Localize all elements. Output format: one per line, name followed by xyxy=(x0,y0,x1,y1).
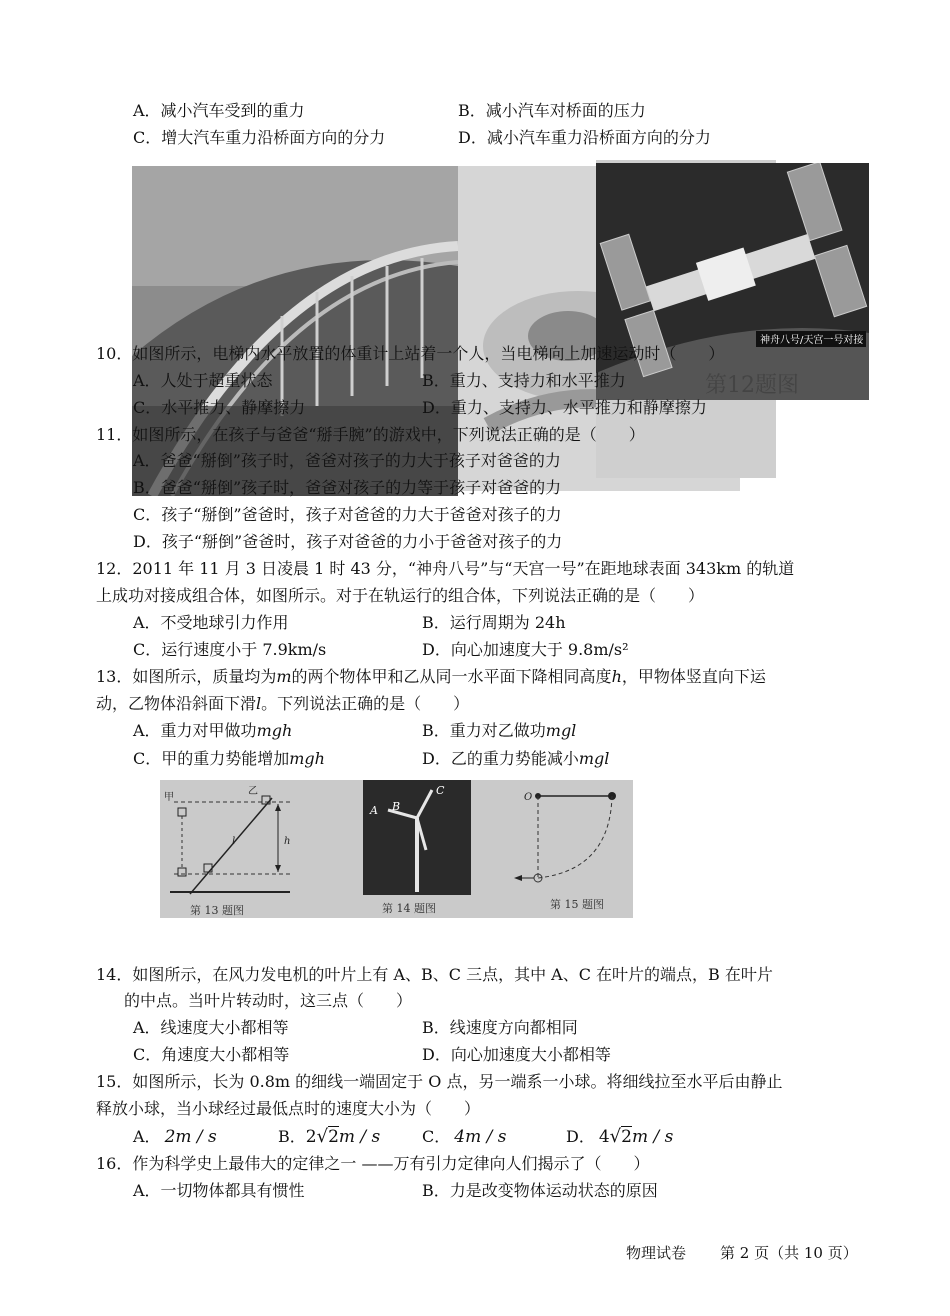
q15-stem-line2: 释放小球，当小球经过最低点时的速度大小为（ ） xyxy=(96,1099,481,1118)
footer-page-number: 第 2 页（共 10 页） xyxy=(720,1244,858,1262)
q14-option-c: C．角速度大小都相等 xyxy=(133,1045,290,1064)
q10-option-a: A．人处于超重状态 xyxy=(133,371,273,390)
q12-option-b: B．运行周期为 24h xyxy=(422,613,566,632)
fig13-label-yi: 乙 xyxy=(248,786,258,797)
bridge-photo xyxy=(132,166,458,496)
footer-subject: 物理试卷 xyxy=(626,1244,687,1262)
q10-option-b: B．重力、支持力和水平推力 xyxy=(422,371,626,390)
q13-option-b-expr: mgl xyxy=(545,721,577,740)
q13-option-a xyxy=(133,720,292,742)
q14-stem-line2: 的中点。当叶片转动时，这三点（ ） xyxy=(124,991,413,1010)
bridge-illustration xyxy=(132,166,458,496)
q12-option-c: C．运行速度小于 7.9km/s xyxy=(133,640,327,659)
q13-option-a-text: A．重力对甲做功 xyxy=(133,721,257,740)
q15-option-d-letter: D． xyxy=(566,1127,595,1146)
q15-option-c-letter: C． xyxy=(422,1127,451,1146)
fig13-label-jia: 甲 xyxy=(164,792,174,803)
q12-option-d: D．向心加速度大于 9.8m/s² xyxy=(422,640,629,659)
q11-option-d: D．孩子“掰倒”爸爸时，孩子对爸爸的力小于爸爸对孩子的力 xyxy=(133,532,563,551)
sqrt-icon: √ xyxy=(609,1126,622,1147)
sqrt-icon: √ xyxy=(316,1126,329,1147)
q13-option-d-expr: mgl xyxy=(578,749,610,768)
q13-var-l: l xyxy=(256,694,262,713)
q9-option-d: D．减小汽车重力沿桥面方向的分力 xyxy=(458,128,711,147)
q15-option-c xyxy=(422,1126,506,1148)
q13-stem-part3: ，甲物体竖直向下运 xyxy=(621,667,766,686)
q12-stem-line2: 上成功对接成组合体，如图所示。对于在轨运行的组合体，下列说法正确的是（ ） xyxy=(96,586,705,605)
fig14-label-b: B xyxy=(392,800,401,813)
q13-option-b-text: B．重力对乙做功 xyxy=(422,721,546,740)
q9-option-b: B．减小汽车对桥面的压力 xyxy=(458,101,646,120)
q15-option-a xyxy=(133,1126,217,1148)
q15-option-d-radicand: 2 xyxy=(621,1127,632,1147)
q15-option-a-value: 2m / s xyxy=(164,1127,217,1147)
q14-option-d: D．向心加速度大小都相等 xyxy=(422,1045,611,1064)
fig15-label-o: O xyxy=(524,792,533,803)
q14-option-a: A．线速度大小都相等 xyxy=(133,1018,289,1037)
figures-13-15-drawing xyxy=(160,780,633,918)
q12-option-a: A．不受地球引力作用 xyxy=(133,613,289,632)
q9-option-c: C．增大汽车重力沿桥面方向的分力 xyxy=(133,128,386,147)
fig15-caption: 第 15 题图 xyxy=(550,898,604,911)
q14-stem-line1: 14．如图所示，在风力发电机的叶片上有 A、B、C 三点，其中 A、C 在叶片的端点，B 在叶片 xyxy=(96,965,773,984)
q11-stem: 11．如图所示，在孩子与爸爸“掰手腕”的游戏中，下列说法正确的是（ ） xyxy=(96,425,645,444)
q16-option-a: A．一切物体都具有惯性 xyxy=(133,1181,305,1200)
q15-option-d-unit: m / s xyxy=(631,1127,674,1147)
q13-var-m: m xyxy=(276,667,292,686)
q13-option-d xyxy=(422,748,609,770)
docking-photo-inset-label: 神舟八号/天宫一号对接 xyxy=(760,335,864,346)
q16-stem: 16．作为科学史上最伟大的定律之一 ——万有引力定律向人们揭示了（ ） xyxy=(96,1154,650,1173)
q15-option-b-coef: 2 xyxy=(305,1127,317,1147)
figures-13-15 xyxy=(160,780,633,918)
q13-option-c-text: C．甲的重力势能增加 xyxy=(133,749,290,768)
q13-option-b xyxy=(422,720,576,742)
q13-stem-part2: 的两个物体甲和乙从同一水平面下降相同高度 xyxy=(291,667,612,686)
q9-option-a: A．减小汽车受到的重力 xyxy=(133,101,305,120)
q15-option-d xyxy=(566,1126,673,1148)
q16-option-b: B．力是改变物体运动状态的原因 xyxy=(422,1181,658,1200)
q10-option-d: D．重力、支持力、水平推力和静摩擦力 xyxy=(422,398,707,417)
q15-option-b xyxy=(278,1126,380,1148)
fig13-label-h: h xyxy=(284,836,291,847)
q13-stem-part5: 。下列说法正确的是（ ） xyxy=(261,694,470,713)
q13-option-d-text: D．乙的重力势能减小 xyxy=(422,749,579,768)
q11-option-b: B．爸爸“掰倒”孩子时，爸爸对孩子的力等于孩子对爸爸的力 xyxy=(133,478,562,497)
q14-option-b: B．线速度方向都相同 xyxy=(422,1018,578,1037)
q15-option-b-unit: m / s xyxy=(338,1127,381,1147)
q13-stem-part1: 13．如图所示，质量均为 xyxy=(96,667,277,686)
q13-var-h: h xyxy=(611,667,622,686)
q13-option-c xyxy=(133,748,325,770)
q15-option-d-coef: 4 xyxy=(598,1127,610,1147)
q15-stem-line1: 15．如图所示，长为 0.8m 的细线一端固定于 O 点，另一端系一小球。将细线拉至水平后由静止 xyxy=(96,1072,783,1091)
fig13-label-l: l xyxy=(232,836,236,847)
q11-option-c: C．孩子“掰倒”爸爸时，孩子对爸爸的力大于爸爸对孩子的力 xyxy=(133,505,562,524)
q13-stem-line1 xyxy=(96,666,766,688)
q15-option-a-letter: A． xyxy=(133,1127,161,1146)
q10-option-c: C．水平推力、静摩擦力 xyxy=(133,398,306,417)
q13-stem-line2 xyxy=(96,693,469,715)
q13-stem-part4: 动，乙物体沿斜面下滑 xyxy=(96,694,257,713)
fig13-caption: 第 13 题图 xyxy=(190,904,244,917)
q15-option-b-radicand: 2 xyxy=(328,1127,339,1147)
q15-option-c-value: 4m / s xyxy=(454,1127,507,1147)
q12-stem-line1: 12．2011 年 11 月 3 日凌晨 1 时 43 分，“神舟八号”与“天宫一号”在距地球表面 343km 的轨道 xyxy=(96,559,795,578)
q13-option-c-expr: mgh xyxy=(289,749,325,768)
q15-option-b-letter: B． xyxy=(278,1127,306,1146)
q13-option-a-expr: mgh xyxy=(256,721,293,740)
fig14-label-a: A xyxy=(370,804,378,817)
q11-option-a: A．爸爸“掰倒”孩子时，爸爸对孩子的力大于孩子对爸爸的力 xyxy=(133,451,561,470)
fig12-caption: 第12题图 xyxy=(705,373,799,398)
q10-stem: 10．如图所示，电梯内水平放置的体重计上站着一个人，当电梯向上加速运动时（ ） xyxy=(96,344,725,363)
fig14-caption: 第 14 题图 xyxy=(382,902,436,915)
fig14-label-c: C xyxy=(436,784,445,797)
